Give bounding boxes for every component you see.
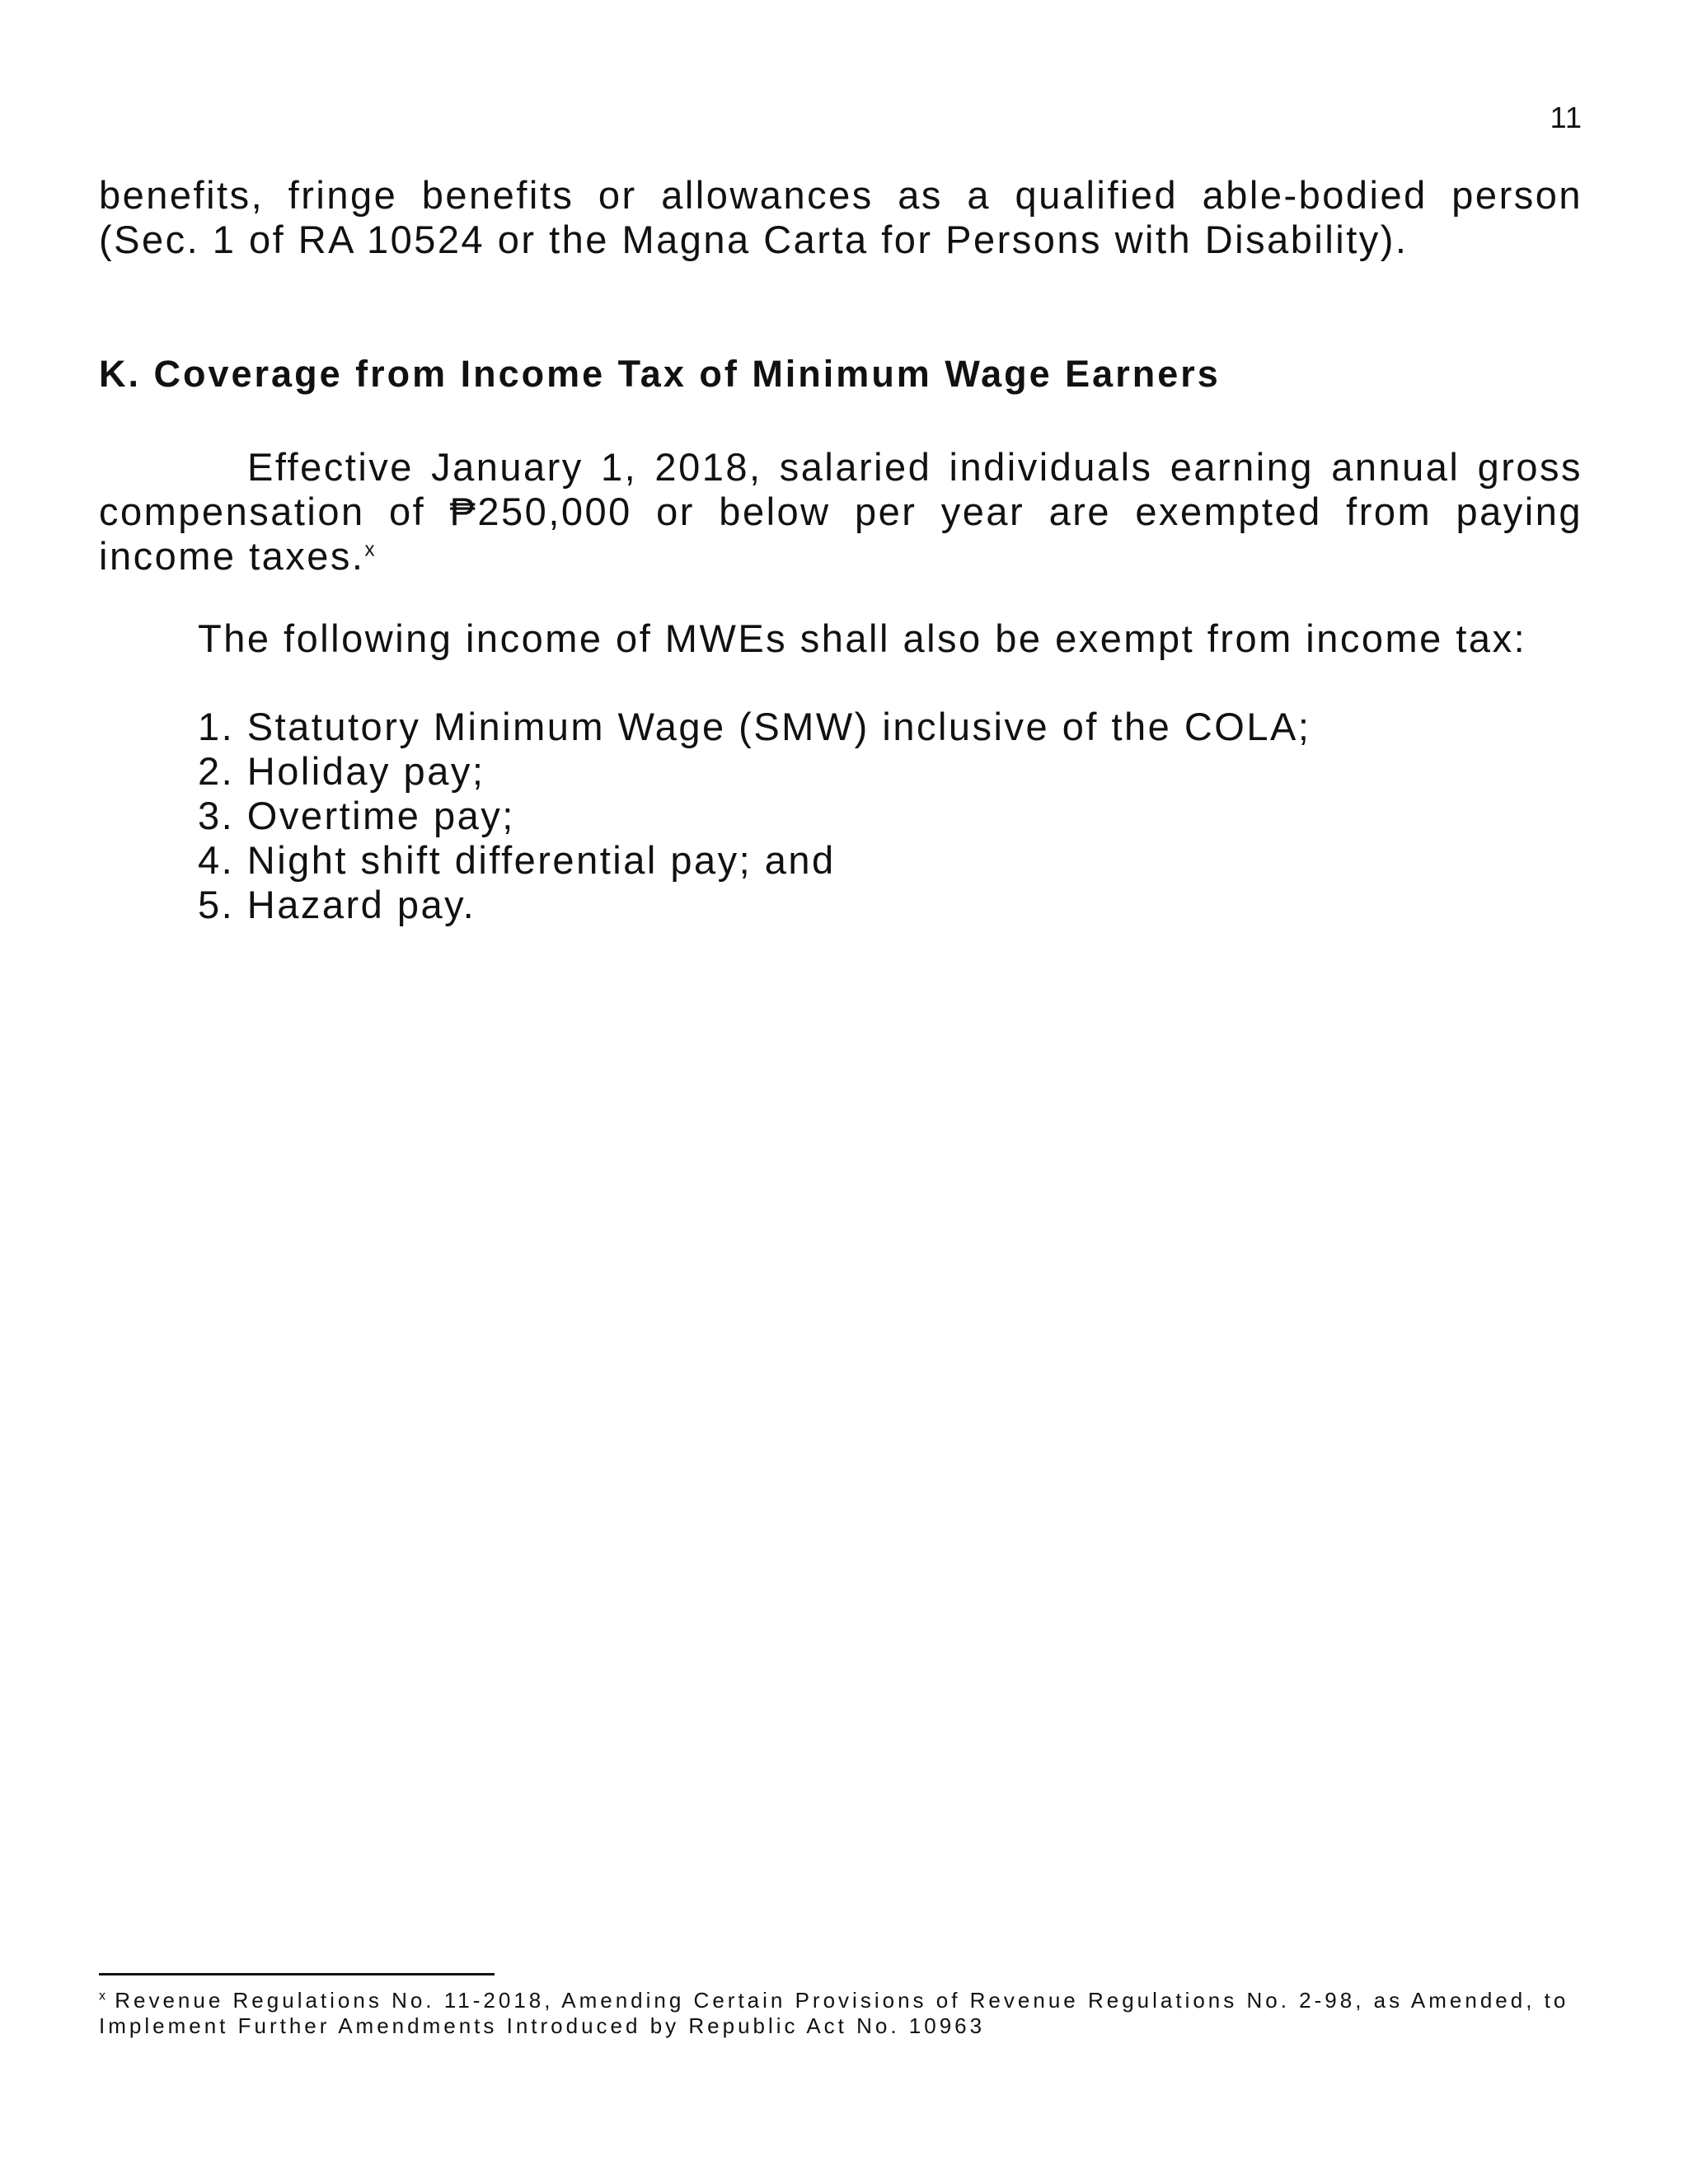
list-item: 2. Holiday pay;	[198, 749, 485, 793]
footnote-divider	[99, 1973, 495, 1975]
section-heading: K. Coverage from Income Tax of Minimum Wage Earners	[99, 353, 1221, 395]
footnote-marker: x	[99, 1989, 106, 2004]
page-number: 11	[1550, 101, 1582, 134]
intro-paragraph: The following income of MWEs shall also be exempt from income tax:	[198, 616, 1527, 660]
footnote-text: Revenue Regulations No. 11-2018, Amending Certain Provisions of Revenue Regulations No. 2-98, as Amended, to Implement Further Amendments Introduced by Republic Act No. 10963	[99, 1988, 1569, 2038]
effective-paragraph-text: Effective January 1, 2018, salaried individuals earning annual gross compensation of ₱250,000 or below per year are exempted from paying income taxes.	[99, 445, 1582, 578]
continuation-paragraph: benefits, fringe benefits or allowances as a qualified able-bodied person (Sec. 1 of RA 10524 or the Magna Carta for Persons with Disability).	[99, 173, 1582, 261]
list-item: 4. Night shift differential pay; and	[198, 838, 836, 882]
footnote	[99, 1988, 1591, 2039]
effective-paragraph	[99, 445, 1582, 579]
list-item: 3. Overtime pay;	[198, 794, 515, 837]
list-item: 5. Hazard pay.	[198, 883, 476, 926]
list-item: 1. Statutory Minimum Wage (SMW) inclusive of the COLA;	[198, 705, 1311, 748]
exempt-income-list	[198, 705, 1311, 927]
page-content	[99, 173, 1582, 926]
footnote-reference[interactable]: x	[364, 538, 377, 561]
